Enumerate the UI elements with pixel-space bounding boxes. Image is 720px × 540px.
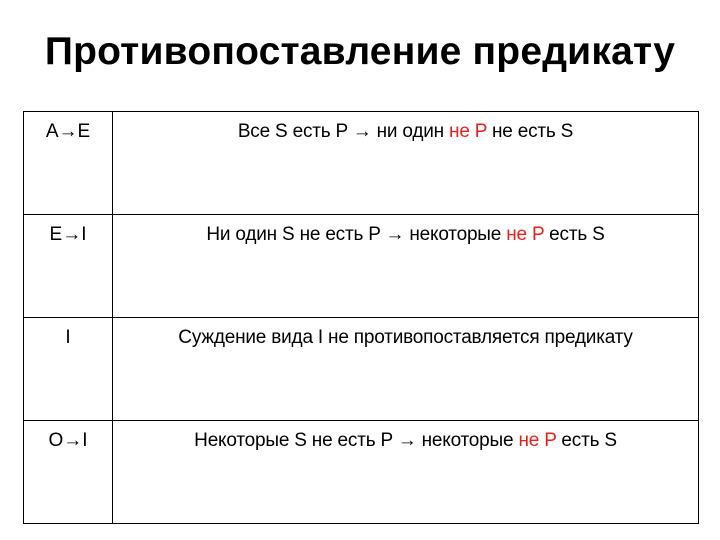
- row-statement-cell: [113, 318, 699, 421]
- highlighted-term: не P: [518, 430, 557, 451]
- statement-text-end: есть S: [544, 224, 605, 245]
- row-statement-cell: [113, 112, 699, 215]
- statement-text: Некоторые S не есть P → некоторые: [194, 430, 519, 451]
- highlighted-term: не P: [506, 224, 545, 245]
- table-row: [24, 421, 699, 524]
- row-code-cell: A→E: [24, 112, 113, 215]
- table-row: [24, 318, 699, 421]
- row-statement-cell: [113, 215, 699, 318]
- row-code-cell: E→I: [24, 215, 113, 318]
- row-code-cell: O→I: [24, 421, 113, 524]
- row-statement-cell: [113, 421, 699, 524]
- statement-text: Суждение вида I не противопоставляется предикату: [178, 327, 633, 348]
- statement-text-end: есть S: [556, 430, 617, 451]
- statement-text: Ни один S не есть P → некоторые: [206, 224, 507, 245]
- conversion-table: [23, 111, 699, 524]
- statement-text-end: не есть S: [486, 121, 574, 142]
- highlighted-term: не P: [449, 121, 487, 142]
- row-code-cell: I: [24, 318, 113, 421]
- statement-text: Все S есть P → ни один: [237, 121, 450, 142]
- table-row: [24, 112, 699, 215]
- slide-title: Противопоставление предикату: [44, 30, 676, 73]
- table-row: [24, 215, 699, 318]
